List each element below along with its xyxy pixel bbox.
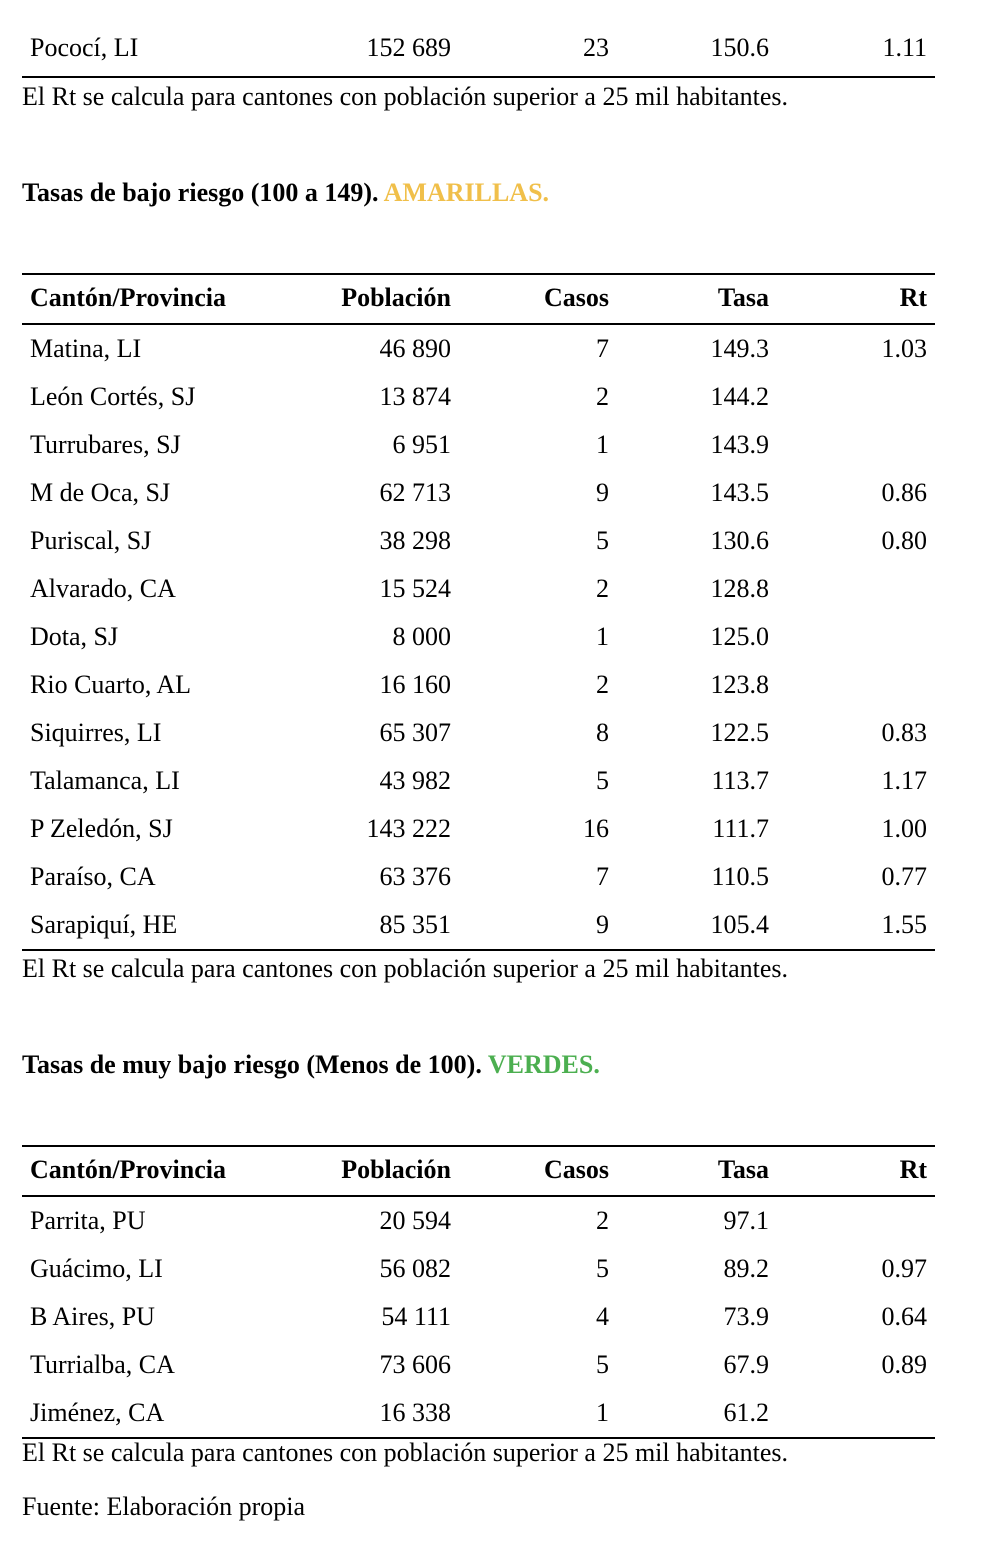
header-poblacion: Población	[341, 1155, 451, 1184]
cell-tasa: 111.7	[712, 814, 769, 843]
cell-canton: Jiménez, CA	[30, 1398, 165, 1427]
table-header	[22, 1145, 935, 1197]
cell-rt: 1.11	[882, 33, 927, 62]
cell-poblacion: 62 713	[379, 478, 451, 507]
table-row	[22, 1245, 935, 1293]
header-casos: Casos	[543, 1155, 609, 1184]
cell-tasa: 128.8	[710, 574, 769, 603]
section-heading-amarillas	[22, 178, 549, 208]
cell-tasa: 122.5	[710, 718, 769, 747]
table-body	[22, 1197, 935, 1439]
cell-casos: 8	[596, 718, 609, 747]
cell-rt: 1.03	[881, 334, 927, 363]
table-row	[22, 565, 935, 613]
cell-casos: 9	[596, 478, 609, 507]
heading-text: Tasas de muy bajo riesgo (Menos de 100).	[22, 1050, 482, 1079]
cell-rt: 1.17	[881, 766, 927, 795]
table-header	[22, 273, 935, 325]
cell-rt: 0.86	[881, 478, 927, 507]
table-row	[22, 853, 935, 901]
cell-tasa: 143.9	[710, 430, 769, 459]
cell-tasa: 113.7	[711, 766, 769, 795]
table-row	[22, 373, 935, 421]
cell-tasa: 150.6	[710, 33, 769, 62]
cell-canton: León Cortés, SJ	[30, 382, 196, 411]
cell-canton: P Zeledón, SJ	[30, 814, 173, 843]
cell-poblacion: 20 594	[379, 1206, 451, 1235]
table-row	[22, 805, 935, 853]
cell-rt: 0.80	[881, 526, 927, 555]
cell-poblacion: 152 689	[366, 33, 451, 62]
cell-tasa: 125.0	[710, 622, 769, 651]
cell-casos: 5	[596, 1350, 609, 1379]
cell-poblacion: 65 307	[379, 718, 451, 747]
cell-tasa: 61.2	[723, 1398, 769, 1427]
cell-poblacion: 56 082	[379, 1254, 451, 1283]
cell-poblacion: 73 606	[379, 1350, 451, 1379]
cell-casos: 5	[596, 526, 609, 555]
header-rt: Rt	[899, 283, 927, 312]
cell-poblacion: 15 524	[379, 574, 451, 603]
cell-rt: 0.64	[881, 1302, 927, 1331]
cell-canton: Parrita, PU	[30, 1206, 146, 1235]
table-row	[22, 661, 935, 709]
cell-canton: Guácimo, LI	[30, 1254, 163, 1283]
cell-poblacion: 85 351	[379, 910, 451, 939]
heading-color-label: VERDES.	[487, 1050, 600, 1079]
cell-poblacion: 38 298	[379, 526, 451, 555]
table-row	[22, 901, 935, 949]
cell-casos: 7	[596, 334, 609, 363]
cell-casos: 2	[596, 1206, 609, 1235]
cell-canton: Pococí, LI	[30, 33, 139, 62]
table-amarillas	[22, 273, 935, 951]
header-tasa: Tasa	[717, 1155, 769, 1184]
cell-casos: 5	[596, 766, 609, 795]
cell-tasa: 130.6	[710, 526, 769, 555]
cell-casos: 23	[583, 33, 609, 62]
cell-casos: 2	[596, 382, 609, 411]
table-note: El Rt se calcula para cantones con población superior a 25 mil habitantes.	[22, 1438, 789, 1467]
cell-tasa: 105.4	[710, 910, 769, 939]
cell-tasa: 89.2	[723, 1254, 769, 1283]
cell-canton: M de Oca, SJ	[30, 478, 171, 507]
cell-casos: 9	[596, 910, 609, 939]
cell-casos: 1	[596, 622, 609, 651]
cell-poblacion: 43 982	[379, 766, 451, 795]
cell-canton: Puriscal, SJ	[30, 526, 152, 555]
cell-poblacion: 16 338	[379, 1398, 451, 1427]
cell-tasa: 143.5	[710, 478, 769, 507]
cell-casos: 4	[596, 1302, 609, 1331]
cell-tasa: 149.3	[710, 334, 769, 363]
table-row	[22, 469, 935, 517]
cell-poblacion: 13 874	[379, 382, 451, 411]
cell-canton: Rio Cuarto, AL	[30, 670, 192, 699]
table-row	[22, 613, 935, 661]
cell-canton: B Aires, PU	[30, 1302, 155, 1331]
cell-tasa: 97.1	[723, 1206, 769, 1235]
cell-poblacion: 63 376	[379, 862, 451, 891]
cell-casos: 2	[596, 574, 609, 603]
source-line: Fuente: Elaboración propia	[22, 1492, 306, 1521]
table-row	[22, 1293, 935, 1341]
cell-tasa: 67.9	[723, 1350, 769, 1379]
cell-casos: 2	[596, 670, 609, 699]
cell-canton: Matina, LI	[30, 334, 142, 363]
header-canton: Cantón/Provincia	[30, 283, 226, 312]
cell-tasa: 123.8	[710, 670, 769, 699]
cell-canton: Turrubares, SJ	[30, 430, 181, 459]
table-row	[22, 1197, 935, 1245]
table-verdes	[22, 1145, 935, 1439]
cell-casos: 1	[596, 1398, 609, 1427]
cell-rt: 1.55	[881, 910, 927, 939]
section-heading-verdes	[22, 1050, 600, 1080]
header-canton: Cantón/Provincia	[30, 1155, 226, 1184]
cell-canton: Talamanca, LI	[30, 766, 180, 795]
cell-tasa: 73.9	[723, 1302, 769, 1331]
cell-poblacion: 46 890	[379, 334, 451, 363]
cell-canton: Alvarado, CA	[30, 574, 176, 603]
heading-color-label: AMARILLAS.	[383, 178, 550, 207]
cell-rt: 0.97	[881, 1254, 927, 1283]
cell-rt: 0.89	[881, 1350, 927, 1379]
table-row	[22, 709, 935, 757]
header-rt: Rt	[899, 1155, 927, 1184]
cell-canton: Paraíso, CA	[30, 862, 156, 891]
top-table-row	[22, 20, 935, 78]
cell-poblacion: 54 111	[381, 1302, 451, 1331]
cell-canton: Turrialba, CA	[30, 1350, 175, 1379]
table-note: El Rt se calcula para cantones con población superior a 25 mil habitantes.	[22, 82, 789, 111]
cell-canton: Dota, SJ	[30, 622, 119, 651]
header-casos: Casos	[543, 283, 609, 312]
cell-canton: Siquirres, LI	[30, 718, 162, 747]
cell-tasa: 110.5	[711, 862, 769, 891]
cell-rt: 1.00	[881, 814, 927, 843]
cell-poblacion: 143 222	[366, 814, 451, 843]
table-row	[22, 1389, 935, 1437]
table-row	[22, 757, 935, 805]
cell-casos: 5	[596, 1254, 609, 1283]
cell-canton: Sarapiquí, HE	[30, 910, 178, 939]
table-row	[22, 517, 935, 565]
cell-rt: 0.83	[881, 718, 927, 747]
cell-casos: 1	[596, 430, 609, 459]
table-body	[22, 325, 935, 951]
table-row	[22, 421, 935, 469]
header-poblacion: Población	[341, 283, 451, 312]
table-row	[22, 1341, 935, 1389]
cell-poblacion: 6 951	[392, 430, 451, 459]
cell-casos: 16	[583, 814, 609, 843]
header-tasa: Tasa	[717, 283, 769, 312]
table-note: El Rt se calcula para cantones con población superior a 25 mil habitantes.	[22, 954, 789, 983]
cell-poblacion: 16 160	[379, 670, 451, 699]
heading-text: Tasas de bajo riesgo (100 a 149).	[22, 178, 379, 207]
cell-poblacion: 8 000	[392, 622, 451, 651]
table-row	[22, 325, 935, 373]
cell-casos: 7	[596, 862, 609, 891]
cell-tasa: 144.2	[710, 382, 769, 411]
cell-rt: 0.77	[881, 862, 927, 891]
